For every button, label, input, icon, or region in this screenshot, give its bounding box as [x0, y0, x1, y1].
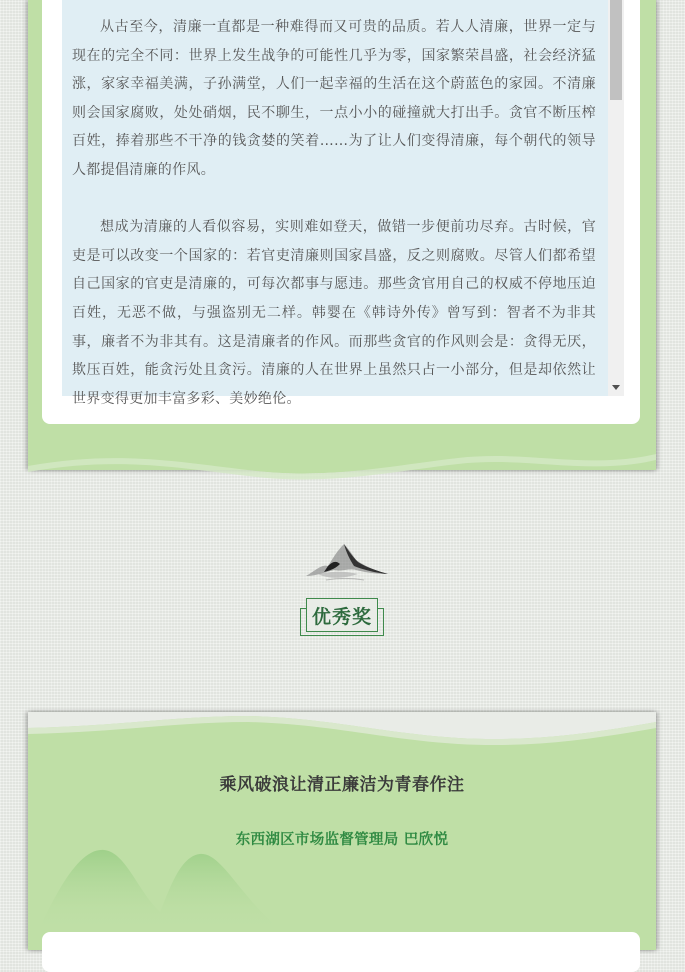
entry-title: 乘风破浪让清正廉洁为青春作注 — [219, 775, 465, 795]
badge-frame-inner — [306, 598, 378, 632]
wave-divider-top — [28, 440, 656, 480]
wave-divider-bottom — [28, 712, 656, 752]
scroll-down-arrow-icon[interactable] — [612, 385, 620, 390]
ink-mountain-icon — [298, 540, 390, 584]
article-card — [42, 0, 640, 424]
article-scroll-box[interactable] — [62, 0, 624, 407]
award-title: 优秀奖 — [311, 605, 372, 628]
next-article-card — [42, 932, 640, 972]
article-paragraph-2: 想成为清廉的人看似容易，实则难如登天，做错一步便前功尽弃。古时候，官吏是可以改变一个国家的：若官吏清廉则国家昌盛，反之则腐败。尽管人们都希望自己国家的官吏是清廉的，可每次都事与愿违。那些贪官用自己的权威不停地压迫百姓，无恶不做，与强盗别无二样。韩婴在《韩诗外传》曾写到：智者不为非其事，廉者不为非其有。这是清廉者的作风。而那些贪官的作风则会是：贪得无厌，欺压百姓，能贪污处且贪污。清廉的人在世界上虽然只占一小部分，但是却依然让世界变得更加丰富多彩、美妙绝伦。 — [72, 219, 596, 407]
green-hills-decoration — [42, 842, 272, 932]
article-panel — [28, 0, 656, 470]
entry-panel — [28, 712, 656, 950]
award-badge — [300, 598, 384, 640]
scrollbar-thumb[interactable] — [610, 0, 622, 100]
article-scrollbar[interactable] — [608, 0, 624, 396]
article-paragraph-1: 从古至今，清廉一直都是一种难得而又可贵的品质。若人人清廉，世界一定与现在的完全不同：世界上发生战争的可能性几乎为零，国家繁荣昌盛，社会经济猛涨，家家幸福美满，子孙满堂，人们一起幸福的生活在这个蔚蓝色的家园。不清廉则会国家腐败，处处硝烟，民不聊生，一点小小的碰撞就大打出手。贪官不断压榨百姓，捧着那些不干净的钱贪婪的笑着……为了让人们变得清廉，每个朝代的领导人都提倡清廉的作风。 — [72, 19, 596, 178]
entry-author: 东西湖区市场监督管理局 巴欣悦 — [235, 832, 449, 848]
